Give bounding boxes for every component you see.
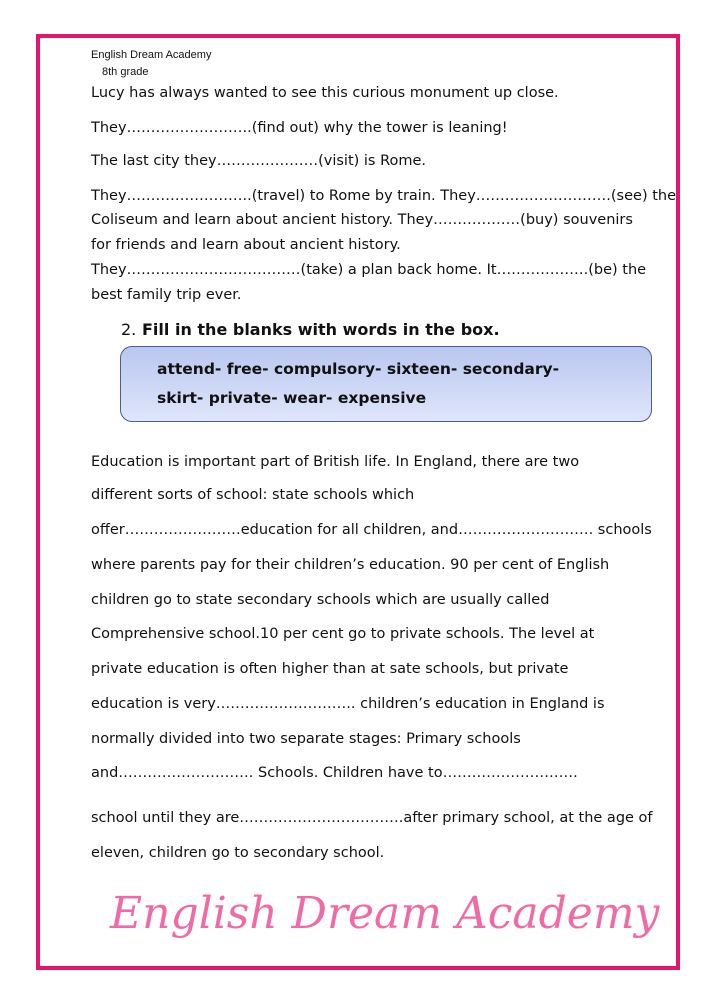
school-name: English Dream Academy (91, 49, 212, 61)
text-line: and………………………. Schools. Children have to………………………. (91, 765, 578, 781)
section2-number: 2. (121, 320, 137, 339)
text-line: The last city they…………………(visit) is Rome. (91, 153, 427, 169)
text-line: Coliseum and learn about ancient history. They………………(buy) souvenirs (91, 212, 633, 228)
word-box-line: attend- free- compulsory- sixteen- secondary- (157, 360, 560, 378)
text-line: different sorts of school: state schools which (91, 487, 415, 503)
text-line: Lucy has always wanted to see this curious monument up close. (91, 85, 559, 101)
text-line: They……………………..(find out) why the tower is leaning! (91, 120, 508, 136)
text-line: eleven, children go to secondary school. (91, 845, 385, 861)
text-line: They………………………………(take) a plan back home. It……………….(be) the (91, 262, 647, 278)
text-line: school until they are…………………………….after primary school, at the age of (91, 810, 653, 826)
word-box-line: skirt- private- wear- expensive (157, 389, 427, 407)
word-box (120, 346, 652, 422)
text-line: children go to state secondary schools which are usually called (91, 592, 550, 608)
text-line: for friends and learn about ancient history. (91, 237, 401, 253)
section2-heading: Fill in the blanks with words in the box. (142, 320, 500, 339)
text-line: Education is important part of British life. In England, there are two (91, 454, 580, 470)
text-line: where parents pay for their children’s education. 90 per cent of English (91, 557, 610, 573)
text-line: best family trip ever. (91, 287, 242, 303)
watermark: English Dream Academy (110, 888, 660, 939)
text-line: private education is often higher than at sate schools, but private (91, 661, 569, 677)
text-line: offer……………………education for all children, and………………………. schools (91, 522, 652, 538)
text-line: They……………………..(travel) to Rome by train. They……………………….(see) the (91, 188, 677, 204)
text-line: Comprehensive school.10 per cent go to private schools. The level at (91, 626, 595, 642)
text-line: normally divided into two separate stages: Primary schools (91, 731, 521, 747)
grade-label: 8th grade (102, 66, 149, 78)
text-line: education is very……………………….. children’s education in England is (91, 696, 605, 712)
